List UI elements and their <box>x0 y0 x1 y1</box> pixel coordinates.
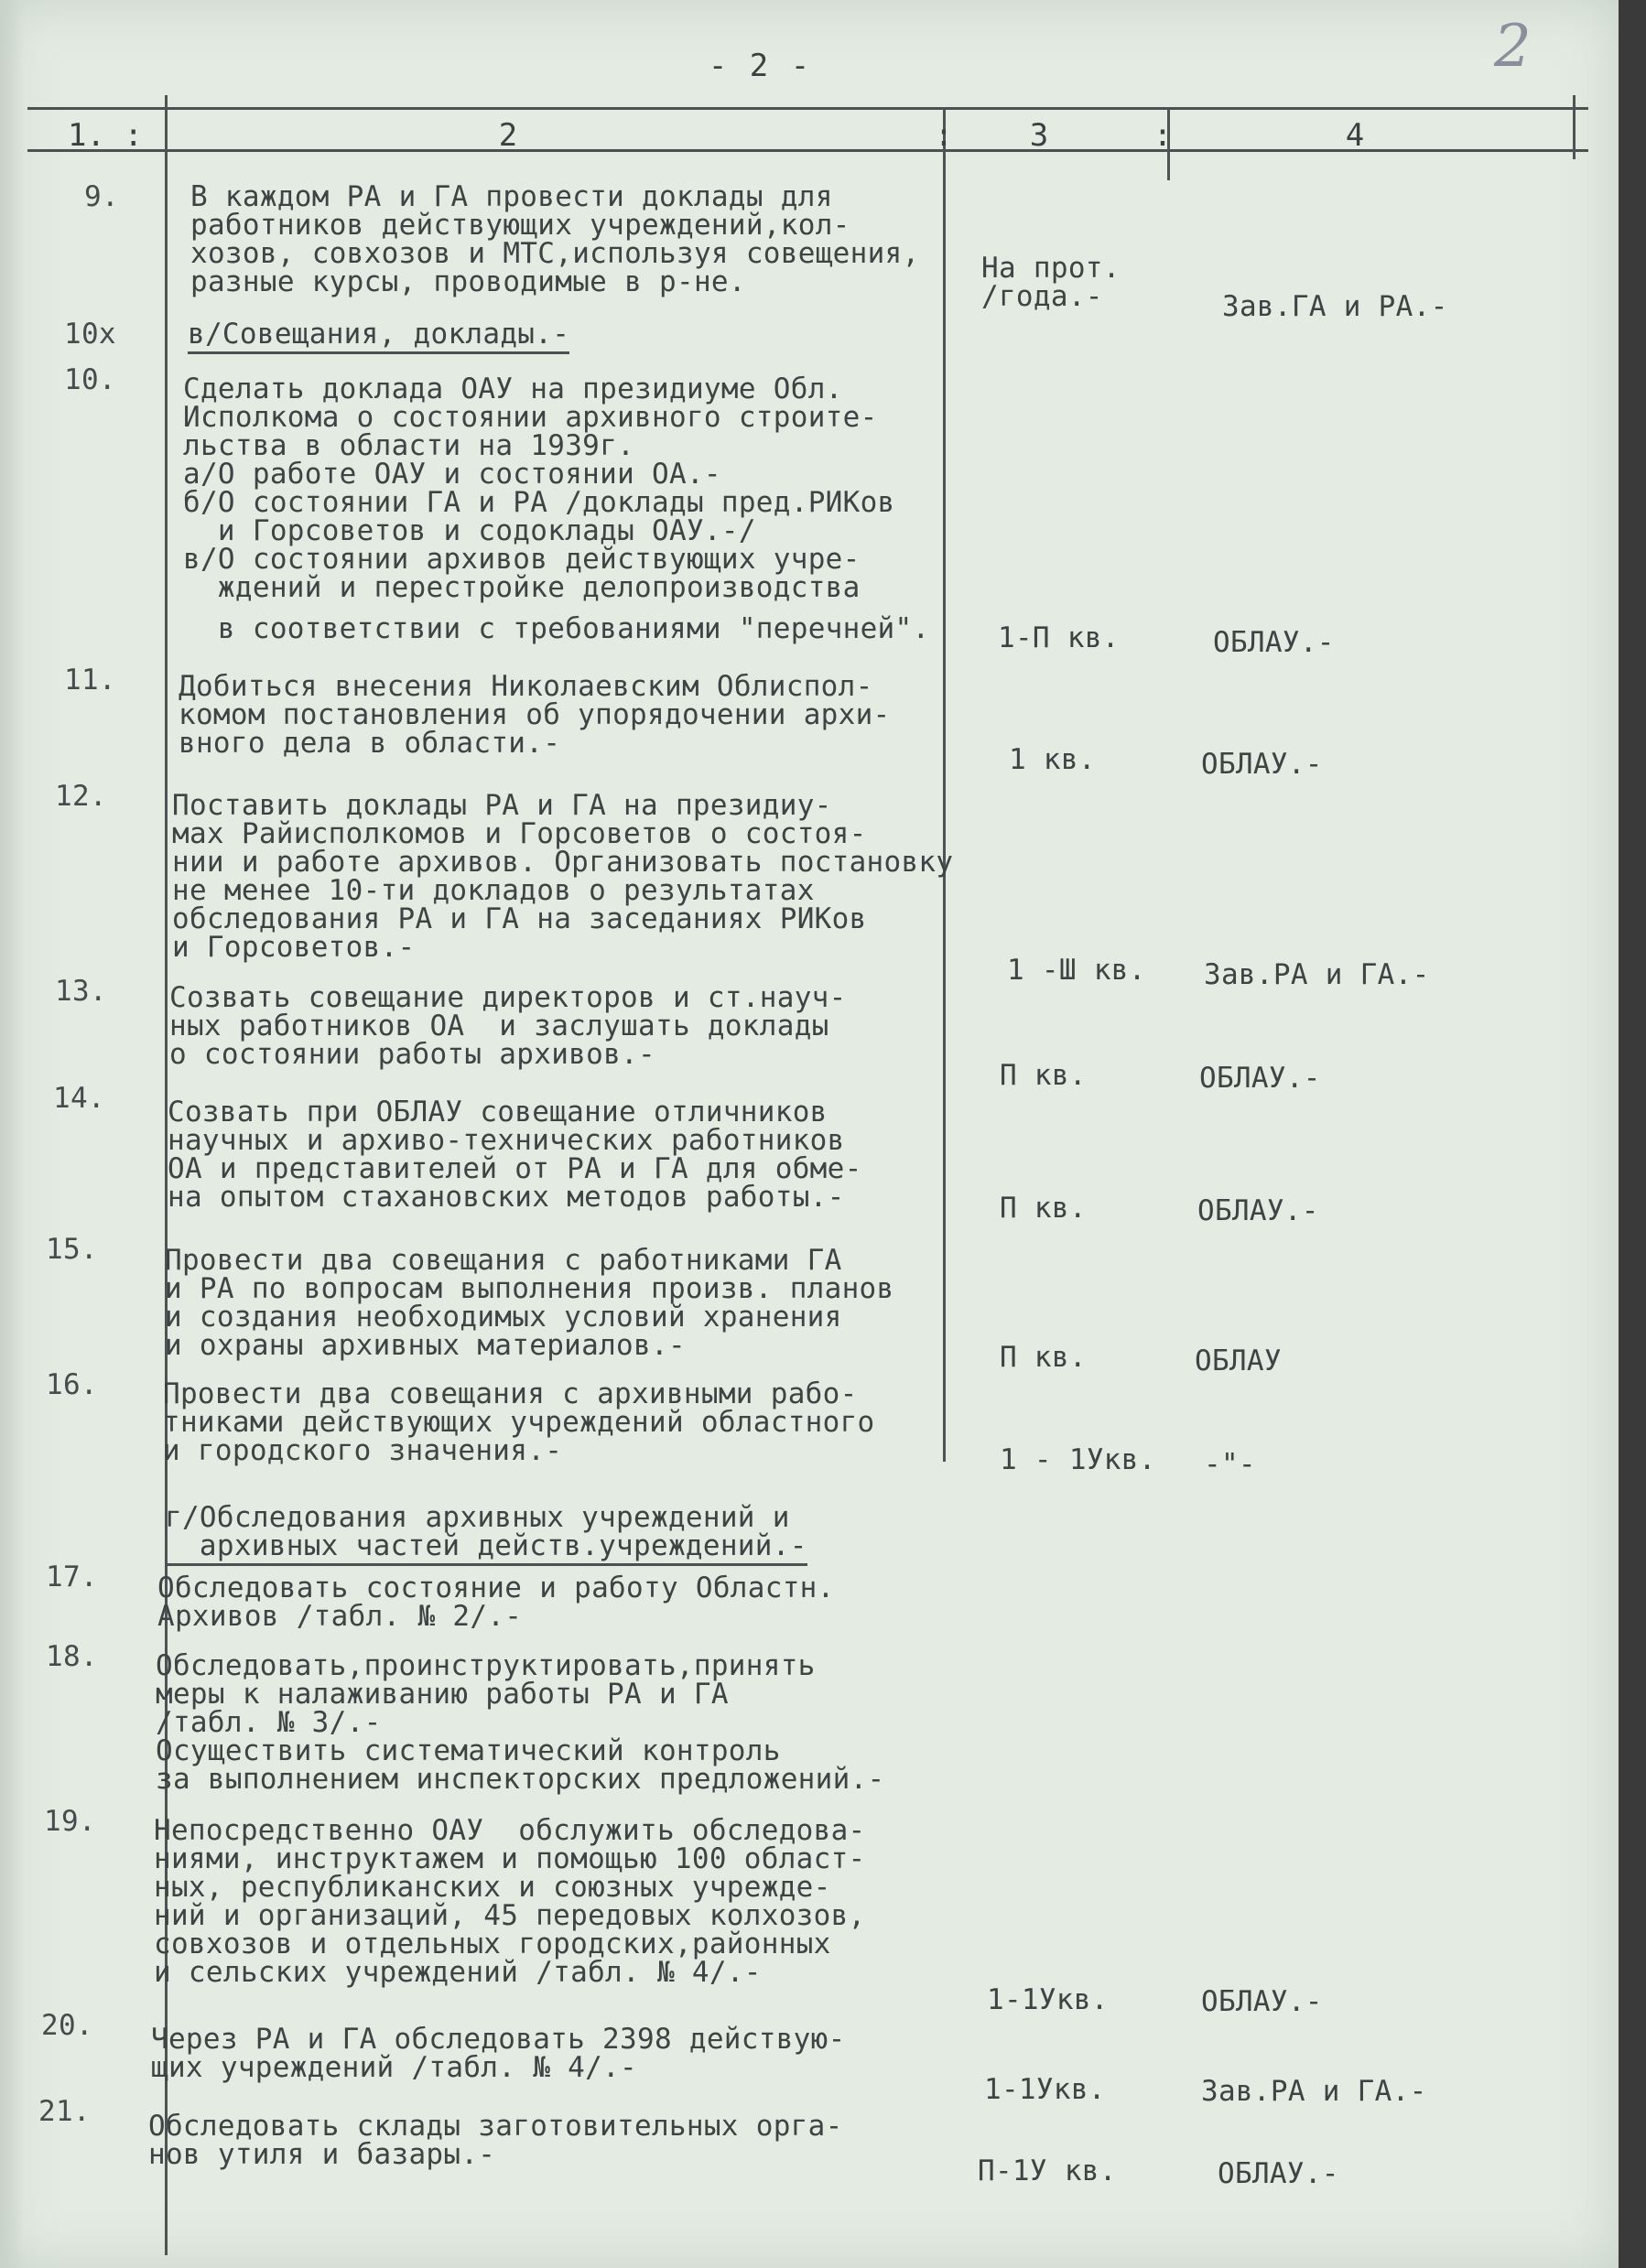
row-number: 18. <box>46 1640 98 1673</box>
row-number: 13. <box>55 975 107 1008</box>
row-text-line: комом постановления об упорядочении архи- <box>179 698 891 731</box>
row-text-line: за выполнением инспекторских предложений.- <box>156 1763 885 1796</box>
row-responsible: Зав.РА и ГА.- <box>1204 958 1430 991</box>
row-text-line: и РА по вопросам выполнения произв. планов <box>165 1272 894 1305</box>
row-text-line: В каждом РА и ГА провести доклады для <box>190 180 833 213</box>
row-term: 1 -Ш кв. <box>1007 954 1146 987</box>
row-text-line: мах Райисполкомов и Горсоветов о состоя- <box>172 817 867 850</box>
row-text-line: ждений и перестройке делопроизводства <box>183 571 861 604</box>
row-number: 11. <box>64 664 116 697</box>
row-term: 1-1Укв. <box>984 2073 1106 2106</box>
row-number: 17. <box>46 1561 98 1593</box>
row-text-line: Сделать доклада ОАУ на президиуме Обл. <box>183 373 843 405</box>
folio-number: 2 <box>1494 13 1532 81</box>
row-text-line: совхозов и отдельных городских,районных <box>154 1928 831 1960</box>
row-term: 1 - 1Укв. <box>1000 1443 1156 1476</box>
section-heading: архивных частей действ.учреждений.- <box>165 1532 807 1561</box>
column-header-1: 1. : <box>68 117 143 154</box>
row-text-line: Созвать совещание директоров и ст.науч- <box>169 981 847 1014</box>
column-divider-2 <box>943 107 946 1462</box>
row-text-line: /табл. № 3/.- <box>156 1706 382 1739</box>
row-responsible: ОБЛАУ <box>1195 1345 1282 1377</box>
row-text-line: вного дела в области.- <box>179 727 561 760</box>
row-text-line: Через РА и ГА обследовать 2398 действую- <box>151 2023 846 2056</box>
row-term: 1-П кв. <box>998 621 1120 654</box>
row-text-line: не менее 10-ти докладов о результатах <box>172 874 815 907</box>
row-term: 1 кв. <box>1009 743 1096 776</box>
row-responsible: ОБЛАУ.- <box>1201 1985 1323 2018</box>
section-heading: в/Совещания, доклады.- <box>188 320 569 349</box>
row-number: 21. <box>38 2095 91 2128</box>
row-text-line: ОА и представителей от РА и ГА для обме- <box>168 1152 862 1185</box>
row-number: 14. <box>53 1082 105 1115</box>
row-responsible: Зав.ГА и РА.- <box>1222 290 1448 323</box>
row-responsible: -"- <box>1204 1448 1256 1481</box>
row-text-line: хозов, совхозов и МТС,используя совещения, <box>190 237 920 270</box>
row-term: 1-1Укв. <box>987 1983 1109 2016</box>
row-text-line: и городского значения.- <box>163 1434 563 1467</box>
row-responsible: ОБЛАУ.- <box>1197 1194 1319 1227</box>
row-term: П кв. <box>1000 1341 1087 1374</box>
row-text-line: б/О состоянии ГА и РА /доклады пред.РИКов <box>183 486 895 519</box>
column-header-separator: : <box>934 117 954 154</box>
column-header-2: 2 <box>498 117 518 154</box>
row-text-line: щих учреждений /табл. № 4/.- <box>151 2051 637 2084</box>
row-number: 20. <box>41 2009 93 2042</box>
row-text-line: Осуществить систематический контроль <box>156 1734 781 1767</box>
row-text-line: и Горсоветов.- <box>172 931 416 964</box>
row-text-line: ниями, инструктажем и помощью 100 област- <box>154 1842 866 1875</box>
row-text-line: обследования РА и ГА на заседаниях РИКов <box>172 902 867 935</box>
row-text-line: и сельских учреждений /табл. № 4/.- <box>154 1956 762 1989</box>
row-text-line: Провести два совещания с архивными рабо- <box>163 1377 858 1410</box>
row-text-line: льства в области на 1939г. <box>183 429 635 462</box>
row-text-line: Поставить доклады РА и ГА на президиу- <box>172 789 832 822</box>
row-text-line: и создания необходимых условий хранения <box>165 1301 842 1334</box>
row-number: 10х <box>64 318 116 351</box>
row-text-line: работников действующих учреждений,кол- <box>190 209 850 242</box>
row-text-line: ных работников ОА и заслушать доклады <box>169 1010 829 1042</box>
row-responsible: ОБЛАУ.- <box>1201 748 1323 781</box>
row-text-line: Обследовать,проинструктировать,принять <box>156 1649 816 1682</box>
row-text-line: нов утиля и базары.- <box>148 2138 496 2171</box>
column-header-separator: : <box>1153 117 1173 154</box>
row-text-line: научных и архиво-технических работников <box>168 1124 845 1157</box>
row-text-line: о состоянии работы архивов.- <box>169 1038 655 1071</box>
row-text-line: и Горсоветов и содоклады ОАУ.-/ <box>183 514 756 547</box>
row-text-line: разные курсы, проводимые в р-не. <box>190 265 746 298</box>
row-text-line: на опытом стахановских методов работы.- <box>168 1181 845 1214</box>
row-text-line: Созвать при ОБЛАУ совещание отличников <box>168 1096 828 1129</box>
row-number: 16. <box>46 1368 98 1401</box>
column-divider-4 <box>1573 95 1576 159</box>
row-term: П кв. <box>1000 1192 1087 1225</box>
row-number: 12. <box>55 780 107 813</box>
row-text-line: тниками действующих учреждений областного <box>163 1406 875 1439</box>
row-text-line: нии и работе архивов. Организовать постановку <box>172 846 954 879</box>
row-responsible: ОБЛАУ.- <box>1218 2157 1339 2190</box>
row-text-line: а/О работе ОАУ и состоянии ОА.- <box>183 458 721 491</box>
column-header-4: 4 <box>1345 117 1365 154</box>
page-number: - 2 - <box>708 48 812 84</box>
scan-background-edge <box>1619 0 1646 2268</box>
row-text-line: меры к налаживанию работы РА и ГА <box>156 1678 729 1711</box>
row-responsible: ОБЛАУ.- <box>1213 626 1335 659</box>
row-text-line: Добиться внесения Николаевским Облиспол- <box>179 670 873 703</box>
row-text-line: Исполкома о состоянии архивного строите- <box>183 401 878 434</box>
page-edge-shadow <box>0 0 24 2268</box>
row-text-line: ных, республиканских и союзных учрежде- <box>154 1871 831 1904</box>
row-text-line: и охраны архивных материалов.- <box>165 1329 686 1362</box>
row-text-line: Архивов /табл. № 2/.- <box>157 1600 523 1633</box>
row-term: П кв. <box>1000 1059 1087 1092</box>
row-responsible: Зав.РА и ГА.- <box>1201 2075 1427 2108</box>
row-responsible: ОБЛАУ.- <box>1199 1062 1321 1095</box>
row-number: 19. <box>44 1805 96 1838</box>
row-term: П-1У кв. <box>978 2155 1117 2187</box>
row-text-line: Провести два совещания с работниками ГА <box>165 1244 842 1277</box>
row-text-line: в/О состоянии архивов действующих учре- <box>183 543 861 576</box>
table-top-rule <box>27 107 1588 110</box>
row-text-line: Обследовать склады заготовительных орга- <box>148 2110 843 2143</box>
row-number: 15. <box>46 1233 98 1266</box>
row-number: 9. <box>84 180 119 213</box>
row-number: 10. <box>64 363 116 396</box>
section-heading: г/Обследования архивных учреждений и <box>165 1501 790 1534</box>
column-header-3: 3 <box>1029 117 1049 154</box>
row-text-line: Непосредственно ОАУ обслужить обследова- <box>154 1814 866 1847</box>
row-text-line: в соответствии с требованиями "перечней". <box>183 612 930 645</box>
row-term: На прот. /года.- <box>981 252 1121 313</box>
row-text-line: ний и организаций, 45 передовых колхозов, <box>154 1899 866 1932</box>
row-text-line: Обследовать состояние и работу Областн. <box>157 1571 835 1604</box>
